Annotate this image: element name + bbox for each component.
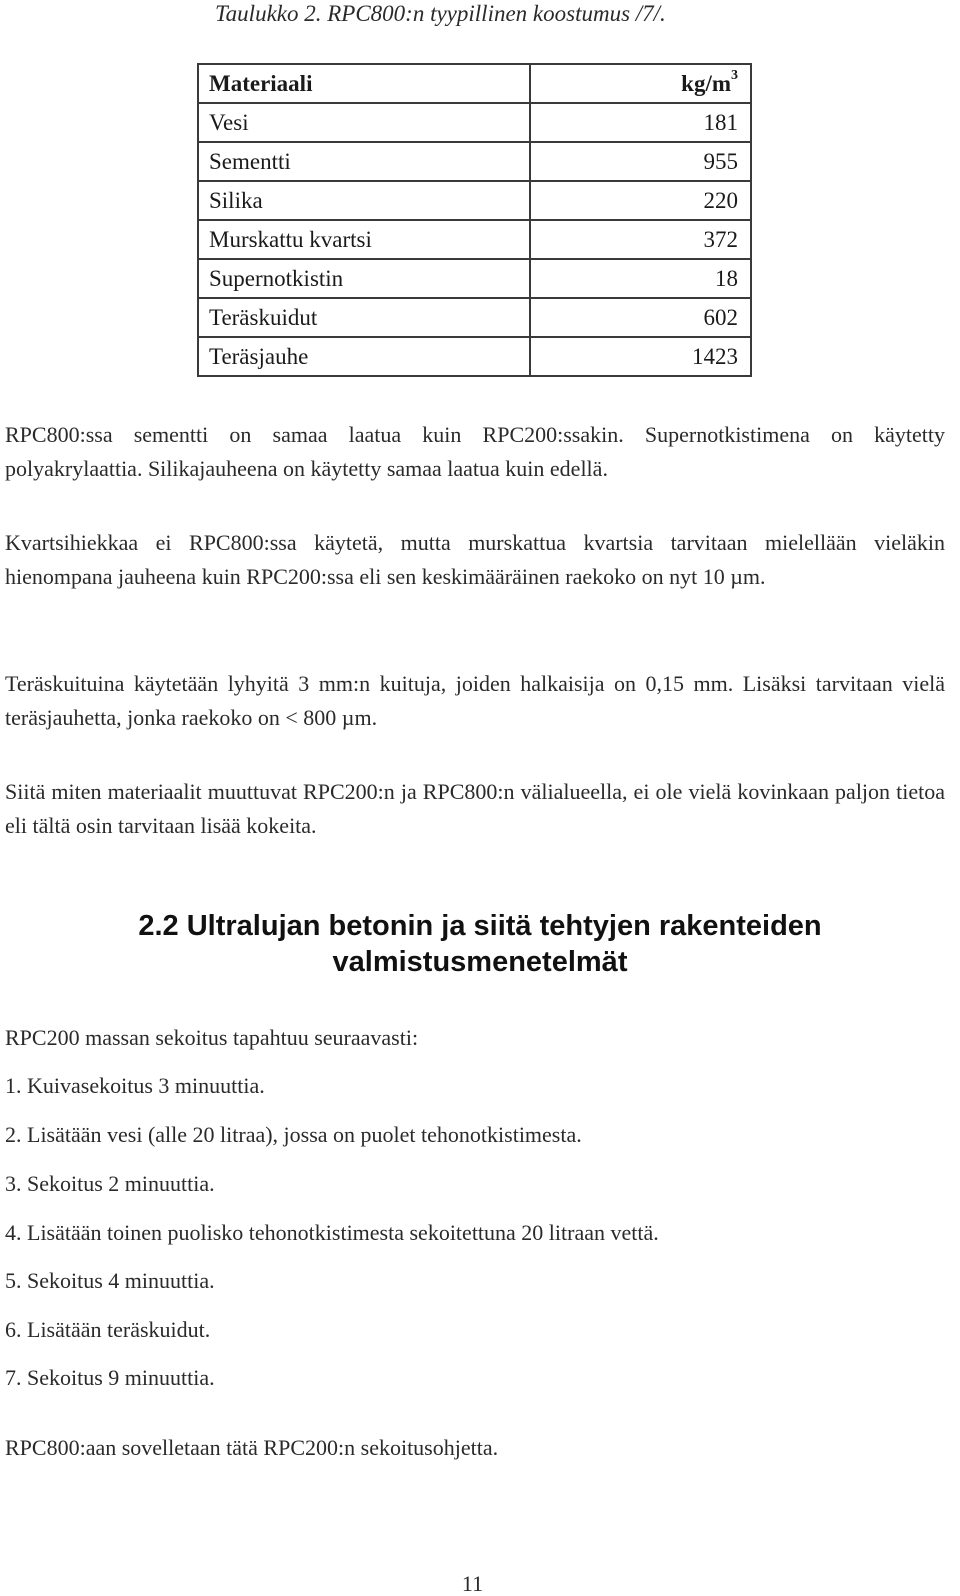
- page-number: 11: [461, 1571, 484, 1596]
- list-item: 7. Sekoitus 9 minuuttia.: [5, 1365, 215, 1390]
- cell-value: 602: [530, 298, 751, 337]
- list-item: 1. Kuivasekoitus 3 minuuttia.: [5, 1073, 265, 1098]
- table-caption: Taulukko 2. RPC800:n tyypillinen koostumus /7/.: [215, 1, 666, 26]
- list-item: 2. Lisätään vesi (alle 20 litraa), jossa on puolet tehonotkistimesta.: [5, 1122, 582, 1147]
- table-row: [198, 298, 751, 337]
- section-heading: [0, 908, 960, 980]
- cell-material: Teräskuidut: [198, 298, 530, 337]
- paragraph-quartz: Kvartsihiekkaa ei RPC800:ssa käytetä, mutta murskattua kvartsia tarvitaan mielellään vieläkin hienompana jauheena kuin RPC200:ssa eli sen keskimääräinen raekoko on nyt 10 µm.: [5, 530, 945, 589]
- cell-material: Murskattu kvartsi: [198, 220, 530, 259]
- cell-value: 220: [530, 181, 751, 220]
- table-row: [198, 103, 751, 142]
- table-row: [198, 220, 751, 259]
- header-unit-exponent: 3: [731, 68, 738, 83]
- closing-sentence: RPC800:aan sovelletaan tätä RPC200:n sekoitusohjetta.: [5, 1435, 499, 1460]
- cell-value: 18: [530, 259, 751, 298]
- list-item: 3. Sekoitus 2 minuuttia.: [5, 1171, 215, 1196]
- list-item: 5. Sekoitus 4 minuuttia.: [5, 1268, 215, 1293]
- section-number: 2.2: [138, 910, 179, 942]
- table-row: [198, 142, 751, 181]
- paragraph-cement: RPC800:ssa sementti on samaa laatua kuin RPC200:ssakin. Supernotkistimena on käytetty polyakrylaattia. Silikajauheena on käytetty samaa laatua kuin edellä.: [5, 422, 945, 481]
- section-title-line1: Ultralujan betonin ja siitä tehtyjen rakenteiden: [186, 910, 822, 942]
- table-header-row: [198, 64, 751, 103]
- cell-material: Teräsjauhe: [198, 337, 530, 376]
- header-material: Materiaali: [198, 64, 530, 103]
- cell-value: 181: [530, 103, 751, 142]
- list-item: 6. Lisätään teräskuidut.: [5, 1317, 211, 1342]
- cell-material: Silika: [198, 181, 530, 220]
- table-row: [198, 259, 751, 298]
- cell-value: 1423: [530, 337, 751, 376]
- table-row: [198, 337, 751, 376]
- cell-material: Supernotkistin: [198, 259, 530, 298]
- mixing-intro: RPC200 massan sekoitus tapahtuu seuraavasti:: [5, 1025, 419, 1050]
- header-unit-text: kg/m: [681, 71, 731, 96]
- paragraph-transition: Siitä miten materiaalit muuttuvat RPC200:n ja RPC800:n välialueella, ei ole vielä kovinkaan paljon tietoa eli tältä osin tarvitaan lisää kokeita.: [5, 779, 945, 838]
- composition-table: [197, 63, 752, 377]
- cell-material: Sementti: [198, 142, 530, 181]
- table-row: [198, 181, 751, 220]
- paragraph-steel-fibres: Teräskuituina käytetään lyhyitä 3 mm:n kuituja, joiden halkaisija on 0,15 mm. Lisäksi tarvitaan vielä teräsjauhetta, jonka raekoko on < 800 µm.: [5, 671, 945, 730]
- cell-value: 372: [530, 220, 751, 259]
- header-unit: [530, 64, 751, 103]
- list-item: 4. Lisätään toinen puolisko tehonotkistimesta sekoitettuna 20 litraan vettä.: [5, 1220, 659, 1245]
- cell-value: 955: [530, 142, 751, 181]
- section-heading-line1: [0, 908, 960, 944]
- section-title-line2: valmistusmenetelmät: [332, 946, 628, 978]
- cell-material: Vesi: [198, 103, 530, 142]
